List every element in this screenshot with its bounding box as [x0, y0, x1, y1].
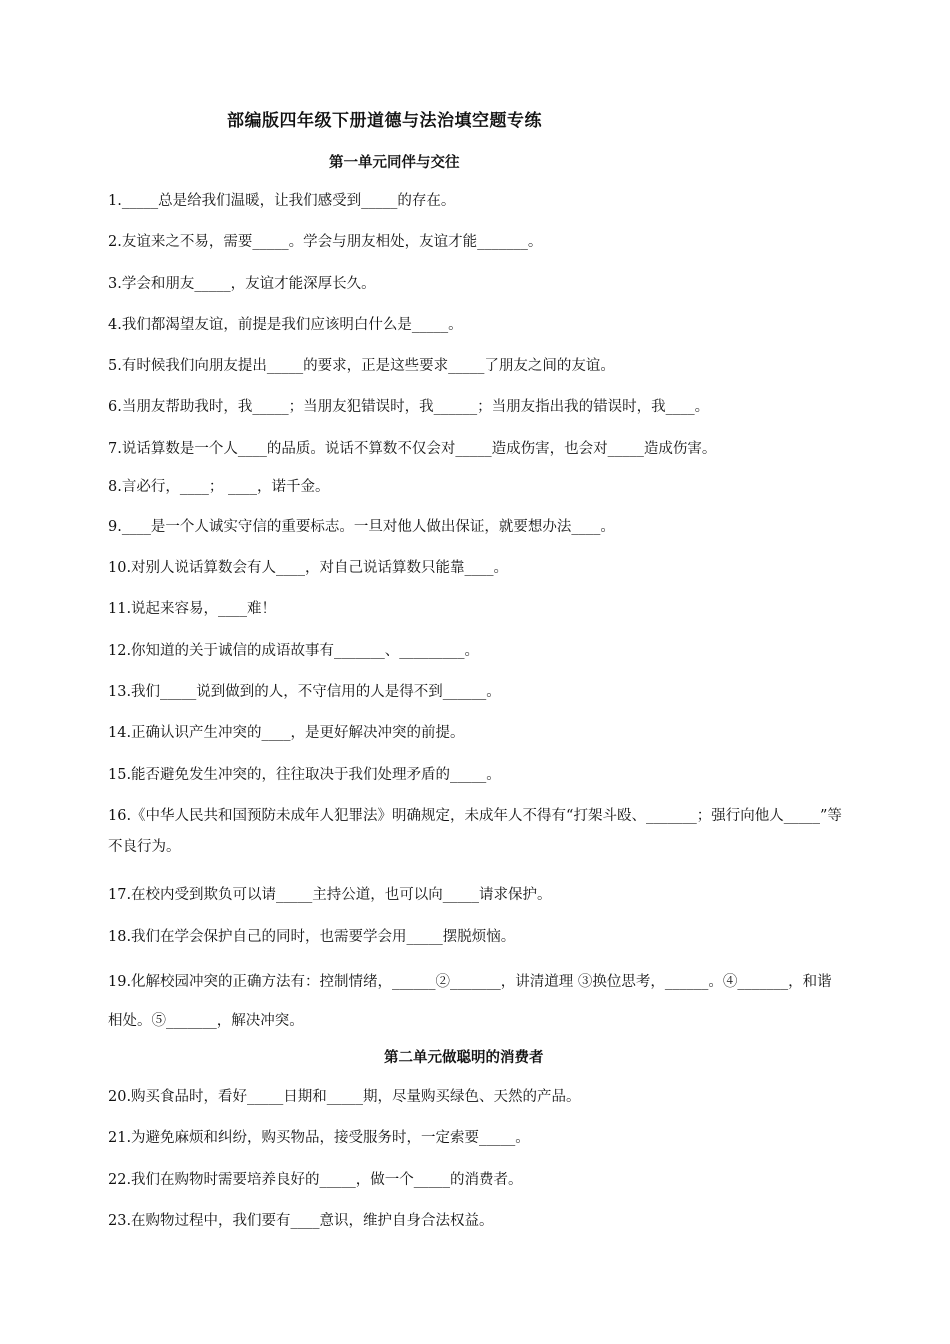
section-title-unit-1: 第一单元同伴与交往	[329, 155, 460, 171]
question-1: 1._____总是给我们温暖，让我们感受到_____的存在。	[108, 193, 456, 209]
question-14: 14.正确认识产生冲突的____，是更好解决冲突的前提。	[108, 725, 465, 741]
question-5: 5.有时候我们向朋友提出_____的要求，正是这些要求_____了朋友之间的友谊。	[108, 358, 615, 374]
question-6: 6.当朋友帮助我时，我_____；当朋友犯错误时，我______；当朋友指出我的错误时，我____。	[108, 399, 710, 415]
question-20: 20.购买食品时，看好_____日期和_____期，尽量购买绿色、天然的产品。	[108, 1089, 581, 1105]
question-13: 13.我们_____说到做到的人，不守信用的人是得不到______。	[108, 684, 501, 700]
question-9: 9.____是一个人诚实守信的重要标志。一旦对他人做出保证，就要想办法____。	[108, 519, 615, 535]
section-title-unit-2: 第二单元做聪明的消费者	[384, 1050, 544, 1066]
question-12: 12.你知道的关于诚信的成语故事有_______、_________。	[108, 643, 480, 659]
question-10: 10.对别人说话算数会有人____，对自己说话算数只能靠____。	[108, 560, 509, 576]
question-18: 18.我们在学会保护自己的同时，也需要学会用_____摆脱烦恼。	[108, 929, 516, 945]
question-8: 8.言必行，____； ____，诺千金。	[108, 479, 330, 495]
question-7: 7.说话算数是一个人____的品质。说话不算数不仅会对_____造成伤害，也会对_____造成伤害。	[108, 441, 717, 457]
question-19: 19.化解校园冲突的正确方法有：控制情绪，______②_______，讲清道理 ③换位思考，______。④_______，和谐相处。⑤_______，解决冲突。	[108, 974, 832, 1029]
question-4: 4.我们都渴望友谊，前提是我们应该明白什么是_____。	[108, 317, 463, 333]
question-23: 23.在购物过程中，我们要有____意识，维护自身合法权益。	[108, 1213, 494, 1229]
question-16: 16.《中华人民共和国预防未成年人犯罪法》明确规定，未成年人不得有“打架斗殴、_______；强行向他人_____”等不良行为。	[108, 808, 842, 855]
document-title: 部编版四年级下册道德与法治填空题专练	[227, 111, 542, 131]
question-3: 3.学会和朋友_____，友谊才能深厚长久。	[108, 276, 376, 292]
question-15: 15.能否避免发生冲突的，往往取决于我们处理矛盾的_____。	[108, 767, 501, 783]
question-2: 2.友谊来之不易，需要_____。学会与朋友相处，友谊才能_______。	[108, 234, 543, 250]
question-21: 21.为避免麻烦和纠纷，购买物品，接受服务时，一定索要_____。	[108, 1130, 530, 1146]
question-22: 22.我们在购物时需要培养良好的_____，做一个_____的消费者。	[108, 1172, 523, 1188]
question-17: 17.在校内受到欺负可以请_____主持公道，也可以向_____请求保护。	[108, 887, 552, 903]
question-11: 11.说起来容易，____难！	[108, 601, 277, 617]
